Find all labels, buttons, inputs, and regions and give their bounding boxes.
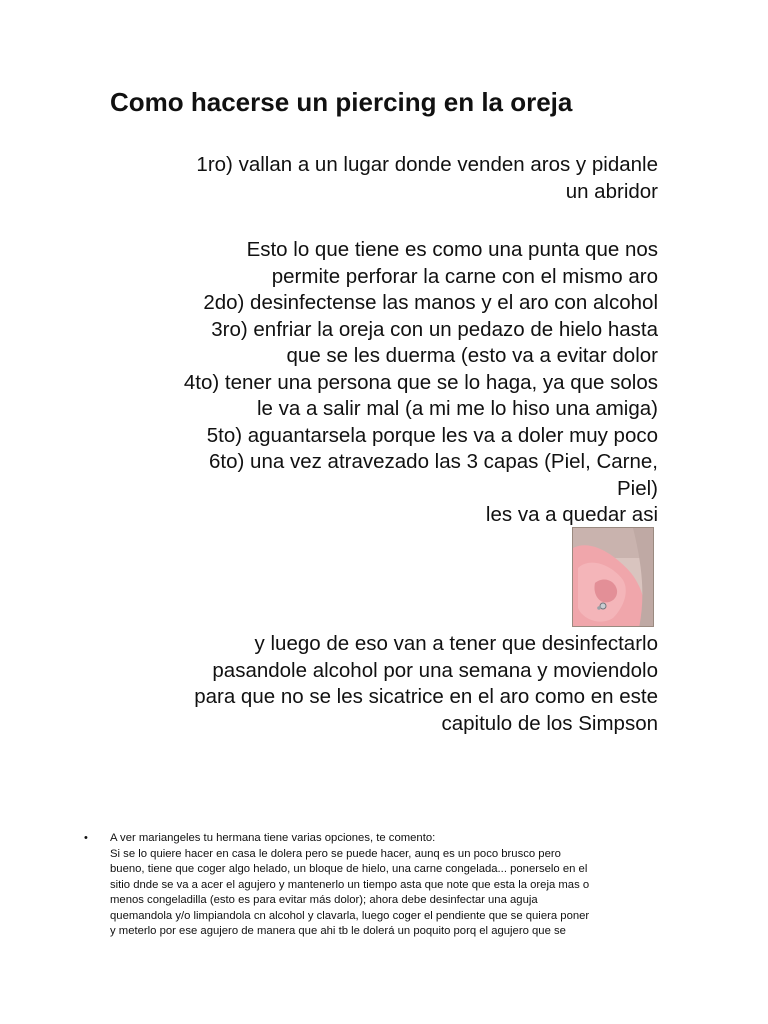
ear-piercing-photo: [572, 527, 654, 627]
text-line: un abridor: [565, 179, 658, 203]
text-line: Piel): [616, 476, 658, 500]
steps-paragraph: [100, 237, 658, 529]
comment-line: Si se lo quiere hacer en casa le dolera pero se puede hacer, aunq es un poco brusco pero: [110, 847, 561, 860]
step-1-paragraph: [100, 152, 658, 205]
comment-line: y meterlo por ese agujero de manera que ahi tb le dolerá un poquito porq el agujero que se: [110, 925, 566, 937]
text-line: 3ro) enfriar la oreja con un pedazo de hielo hasta: [211, 317, 658, 341]
comment-line: A ver mariangeles tu hermana tiene varias opciones, te comento:: [110, 832, 436, 844]
document-title: Como hacerse un piercing en la oreja: [110, 87, 573, 117]
text-line: 1ro) vallan a un lugar donde venden aros y pidanle: [196, 153, 658, 176]
text-line: 2do) desinfectense las manos y el aro con alcohol: [203, 291, 658, 314]
comment-text: [110, 831, 664, 940]
text-line: para que no se les sicatrice en el aro como en este: [194, 685, 658, 708]
closing-paragraph: [100, 631, 658, 737]
bullet-icon: •: [84, 832, 88, 844]
comment-line: sitio dnde se va a acer el agujero y mantenerlo un tiempo asta que note que esta la oreja mas o: [110, 878, 590, 891]
text-line: y luego de eso van a tener que desinfectarlo: [254, 632, 658, 655]
comment-line: bueno, tiene que coger algo helado, un bloque de hielo, una carne congelada... ponerselo en el: [110, 863, 588, 875]
comment-line: quemandola y/o limpiandola cn alcohol y clavarla, luego coger el pendiente que se quiera poner: [110, 909, 590, 922]
text-line: 6to) una vez atravezado las 3 capas (Piel, Carne,: [209, 450, 658, 473]
text-line: 5to) aguantarsela porque les va a doler muy poco: [206, 423, 658, 447]
text-line: permite perforar la carne con el mismo aro: [271, 264, 658, 288]
text-line: le va a salir mal (a mi me lo hiso una amiga): [256, 397, 658, 420]
text-line: que se les duerma (esto va a evitar dolor: [286, 344, 658, 367]
text-line: 4to) tener una persona que se lo haga, ya que solos: [183, 370, 658, 394]
text-line: Esto lo que tiene es como una punta que nos: [246, 238, 658, 261]
text-line: les va a quedar asi: [485, 503, 658, 526]
comment-list-item: [84, 831, 664, 940]
comment-line: menos congeladilla (esto es para evitar más dolor); ahora debe desinfectar una aguja: [110, 894, 538, 906]
text-line: capitulo de los Simpson: [441, 711, 658, 735]
text-line: pasandole alcohol por una semana y moviendolo: [212, 658, 658, 682]
